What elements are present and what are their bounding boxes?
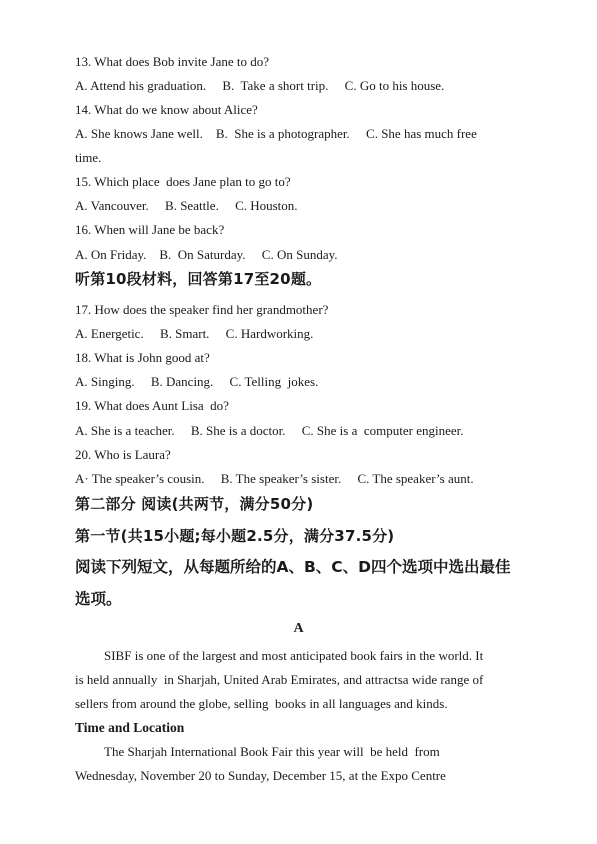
paragraph-2-line-1: The Sharjah International Book Fair this year will be held from (104, 744, 440, 759)
paragraph-1-line-1: SIBF is one of the largest and most anticipated book fairs in the world. It (104, 648, 484, 663)
question-14-options-continued: time. (75, 150, 102, 165)
passage-label: A (293, 621, 304, 636)
paragraph-1-line-2: is held annually in Sharjah, United Arab Emirates, and attractsa wide range of (75, 672, 484, 687)
question-15: 15. Which place does Jane plan to go to? (75, 174, 291, 189)
paragraph-2-line-2: Wednesday, November 20 to Sunday, December 15, at the Expo Centre (75, 768, 446, 783)
question-18-options: A. Singing. B. Dancing. C. Telling jokes. (75, 374, 319, 389)
question-16: 16. When will Jane be back? (75, 222, 225, 237)
question-14: 14. What do we know about Alice? (75, 102, 258, 117)
question-13-options: A. Attend his graduation. B. Take a short trip. C. Go to his house. (75, 78, 445, 93)
question-17: 17. How does the speaker find her grandmother? (75, 302, 329, 317)
instruction-line-2: 选项。 (75, 590, 122, 608)
question-15-options: A. Vancouver. B. Seattle. C. Houston. (75, 198, 298, 213)
question-17-options: A. Energetic. B. Smart. C. Hardworking. (75, 326, 314, 341)
question-19-options: A. She is a teacher. B. She is a doctor. C. She is a computer engineer. (75, 423, 464, 438)
paragraph-1-line-3: sellers from around the globe, selling books in all languages and kinds. (75, 696, 448, 711)
question-20-options: A· The speaker’s cousin. B. The speaker’s sister. C. The speaker’s aunt. (75, 471, 474, 486)
question-18: 18. What is John good at? (75, 350, 210, 365)
question-13: 13. What does Bob invite Jane to do? (75, 54, 270, 69)
instruction-line-1: 阅读下列短文，从每题所给的A、B、C、D四个选项中选出最佳 (75, 558, 511, 576)
section-1-heading: 第一节(共15小题;每小题2.5分，满分37.5分) (75, 527, 395, 545)
question-14-options: A. She knows Jane well. B. She is a photographer. C. She has much free (75, 126, 477, 141)
section-10-heading: 听第10段材料，回答第17至20题。 (75, 270, 322, 288)
question-20: 20. Who is Laura? (75, 447, 171, 462)
part-2-heading: 第二部分 阅读(共两节，满分50分) (75, 495, 314, 513)
subheading-time-location: Time and Location (75, 720, 185, 735)
question-16-options: A. On Friday. B. On Saturday. C. On Sunday. (75, 247, 338, 262)
question-19: 19. What does Aunt Lisa do? (75, 398, 229, 413)
